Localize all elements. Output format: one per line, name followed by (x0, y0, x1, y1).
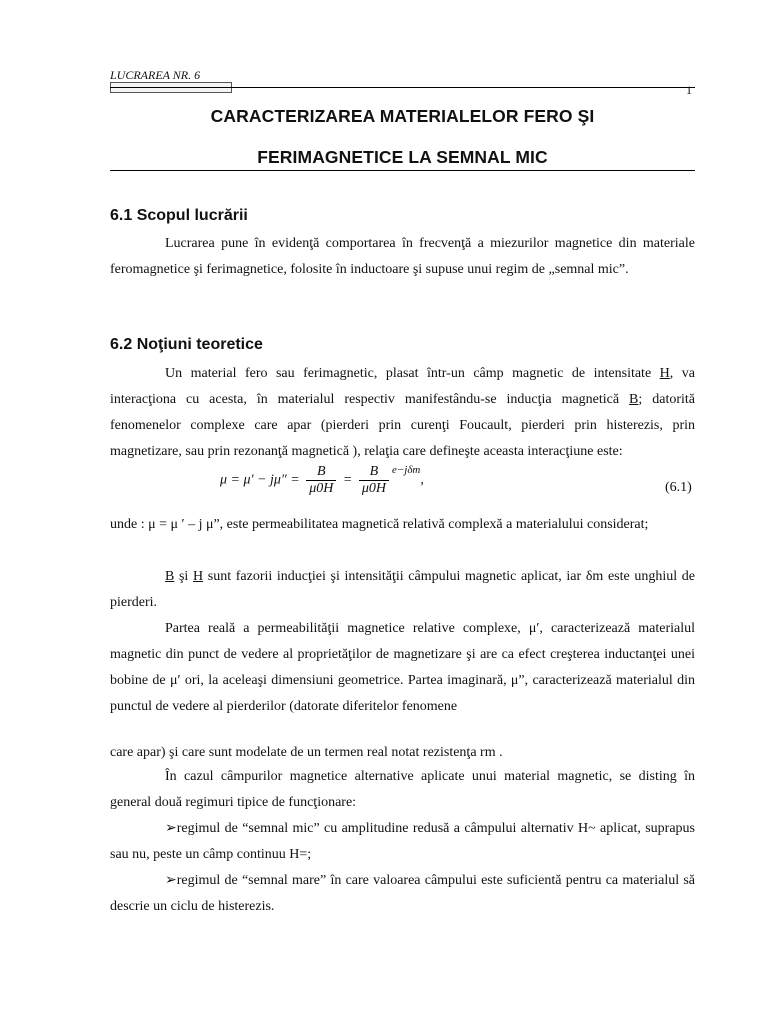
fraction-1: $\frac{B}{\mu 0H}$ (306, 464, 336, 497)
paragraph-theory-intro: Un material fero sau ferimagnetic, plasat într-un câmp magnetic de intensitate H, va interacţiona cu acesta, în materialul respectiv manifestându-se inducţia magnetică B; datorită fenomenelor complexe care apar (pierderi prin curenţi Foucault, pierderi prin histerezis, prin magnetizare, sau prin rezonanţă magnetică ), relaţia care defineşte aceasta interacţiune este: (110, 366, 695, 459)
paragraph-resistance: care apar) şi care sunt modelate de un termen real notat rezistenţa rm . (110, 745, 503, 760)
bullet-small-signal: ➢regimul de “semnal mic” cu amplitudine redusă a câmpului alternativ H~ aplicat, suprapus sau nu, peste un câmp continuu H=; (110, 821, 695, 862)
vector-h: H (659, 366, 670, 381)
equation-number: (6.1) (665, 480, 692, 495)
title-line-2: FERIMAGNETICE LA SEMNAL MIC (257, 147, 548, 167)
equation-permeability: μ = μ′ − jμ″ = $\frac{B}{\mu 0H}$ = $\frac{B}{\mu 0H}$ $^{e-j\delta m}$, (220, 464, 424, 496)
title-line-1: CARACTERIZAREA MATERIALELOR FERO ŞI (210, 106, 595, 126)
vector-b: B (629, 392, 639, 407)
bullet-large-signal: ➢regimul de “semnal mare” în care valoarea câmpului este suficientă pentru ca materialul să descrie un ciclu de histerezis. (110, 873, 695, 914)
header-label: LUCRAREA NR. 6 (110, 68, 201, 82)
paragraph-regimes: În cazul câmpurilor magnetice alternative aplicate unui material magnetic, se disting în general două regimuri tipice de funcţionare: (110, 769, 695, 810)
page-number: 1 (686, 83, 692, 97)
paragraph-phasors: B şi H sunt fazorii inducţiei şi intensităţii câmpului magnetic aplicat, iar δm este unghiul de pierderi. (110, 569, 696, 610)
fraction-2: $\frac{B}{\mu 0H}$ (359, 464, 389, 497)
title-rule (110, 170, 695, 171)
section-heading-theory: 6.2 Noţiuni teoretice (110, 336, 263, 353)
section-heading-scope: 6.1 Scopul lucrării (110, 207, 248, 224)
paragraph-real-imag: Partea reală a permeabilităţii magnetice relative complexe, μ′, caracterizează materialul magnetic din punct de vedere al proprietăţilor de magnetizare şi are ca efect creşterea inductanţei unei bobine de μ′ ori, la aceleaşi dimensiuni geometrice. Partea imaginară, μ”, caracterizează materialul din punctul de vedere al pierderilor (datorate diferitelor fenomene (110, 621, 695, 714)
paragraph-scope: Lucrarea pune în evidenţă comportarea în frecvenţă a miezurilor magnetice din materiale feromagnetice şi ferimagnetice, folosite în inductoare şi supuse unui regim de „semnal mic”. (110, 236, 695, 277)
header-rule (110, 87, 695, 88)
paragraph-where: unde : μ = μ ′ – j μ”, este permeabilitatea magnetică relativă complexă a materialului considerat; (110, 517, 649, 532)
